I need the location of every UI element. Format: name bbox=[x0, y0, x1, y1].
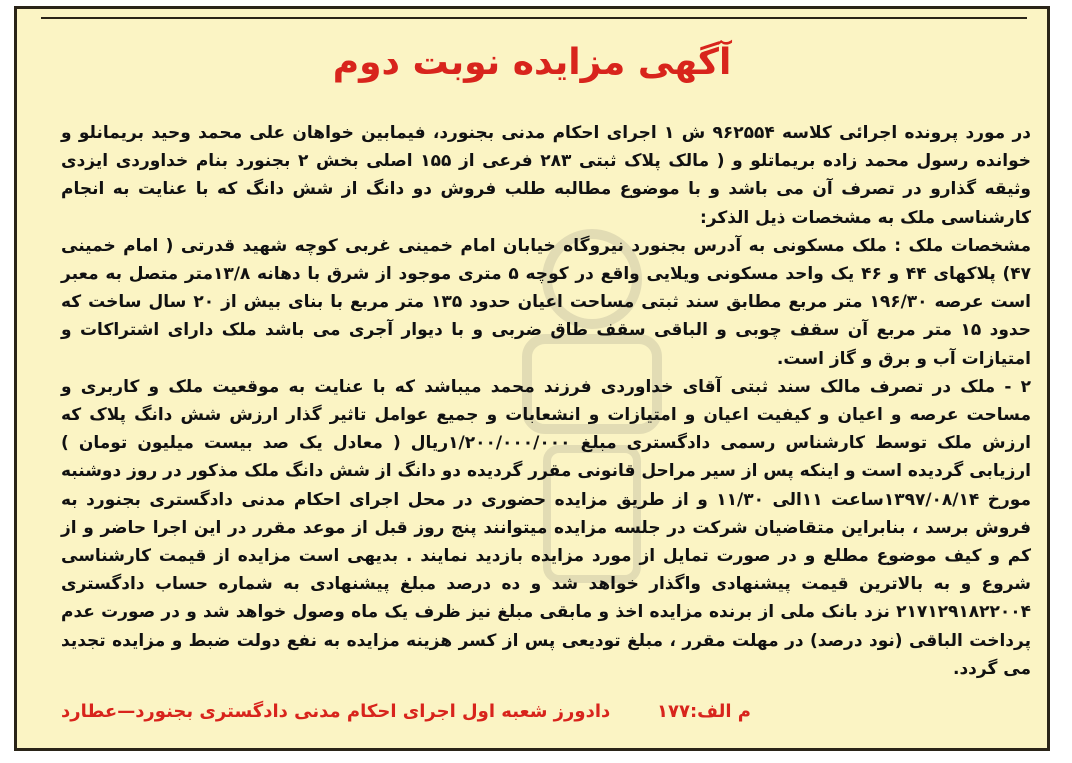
notice-title: آگهی مزایده نوبت دوم bbox=[332, 42, 732, 83]
top-rule bbox=[41, 17, 1027, 19]
notice-frame bbox=[14, 6, 1050, 751]
signature-line: دادورز شعبه اول اجرای احکام مدنی دادگستری بجنورد—عطارد bbox=[61, 701, 611, 722]
code-label: م الف:۱۷۷ bbox=[657, 701, 751, 722]
paragraph-intro: در مورد پرونده اجرائی کلاسه ۹۶۲۵۵۴ ش ۱ اجرای احکام مدنی بجنورد، فیمابین خواهان علی محمد وحید بریمانلو و خوانده رسول محمد زاده بریماتلو و ( مالک پلاک ثبتی ۲۸۳ فرعی از ۱۵۵ اصلی بخش ۲ بجنورد بنام خداوردی ایزدی وثیقه گذارو در تصرف آن می باشد و با موضوع مطالبه طلب فروش دو دانگ از شش دانگ که با عنایت به انجام کارشناسی ملک به مشخصات ذیل الذکر: bbox=[61, 123, 1031, 228]
paragraph-auction-terms: ۲ - ملک در تصرف مالک سند ثبتی آقای خداوردی فرزند محمد میباشد که با عنایت به موقعیت ملک و کاربری و مساحت عرصه و اعیان و کیفیت اعیان و امتیازات و انشعابات و جمیع عوامل تاثیر گذار ارزش شش دانگ پلاک که ارزش ملک توسط کارشناس رسمی دادگستری مبلغ ۱/۲۰۰/۰۰۰/۰۰۰ریال ( معادل یک صد بیست میلیون تومان ) ارزیابی گردیده است و اینکه پس از سیر مراحل قانونی مقرر گردیده دو دانگ از شش دانگ ملک مذکور در روز دوشنبه مورخ ۱۳۹۷/۰۸/۱۴ساعت ۱۱الی ۱۱/۳۰ و از طریق مزایده حضوری در محل اجرای احکام مدنی دادگستری بجنورد به فروش برسد ، بنابراین متقاضیان شرکت در جلسه مزایده میتوانند پنج روز قبل از موعد مقرر در این اجرا حاضر و از کم و کیف موضوع مطلع و در صورت تمایل از مورد مزایده بازدید نمایند . بدیهی است مزایده از قیمت کارشناسی شروع و به بالاترین قیمت پیشنهادی واگذار خواهد شد و ده درصد مبلغ پیشنهادی به شماره حساب دادگستری ۲۱۷۱۲۹۱۸۲۲۰۰۴ نزد بانک ملی از برنده مزایده اخذ و مابقی مبلغ نیز ظرف یک ماه وصول خواهد شد و در صورت عدم پرداخت الباقی (نود درصد) در مهلت مقرر ، مبلغ تودیعی پس از کسر هزینه مزایده به نفع دولت ضبط و مزایده تجدید می گردد. bbox=[61, 376, 1031, 679]
notice-body bbox=[61, 119, 1031, 683]
paragraph-property-specs: مشخصات ملک : ملک مسکونی به آدرس بجنورد نیروگاه خیابان امام خمینی غربی کوچه شهید قدرتی ( امام خمینی ۴۷) پلاکهای ۴۴ و ۴۶ یک واحد مسکونی ویلایی واقع در کوچه ۵ متری موجود از شرق با دهانه ۱۳/۸متر متصل به معبر است عرصه ۱۹۶/۳۰ متر مربع مطابق سند ثبتی مساحت اعیان حدود ۱۳۵ متر مربع با بنای بیش از ۲۰ سال ساخت که حدود ۱۵ متر مربع آن سقف چوبی و الباقی سقف طاق ضربی و با دیوار آجری می باشد ملک دارای اشتراکات و امتیازات آب و برق و گاز است. bbox=[61, 235, 1032, 369]
